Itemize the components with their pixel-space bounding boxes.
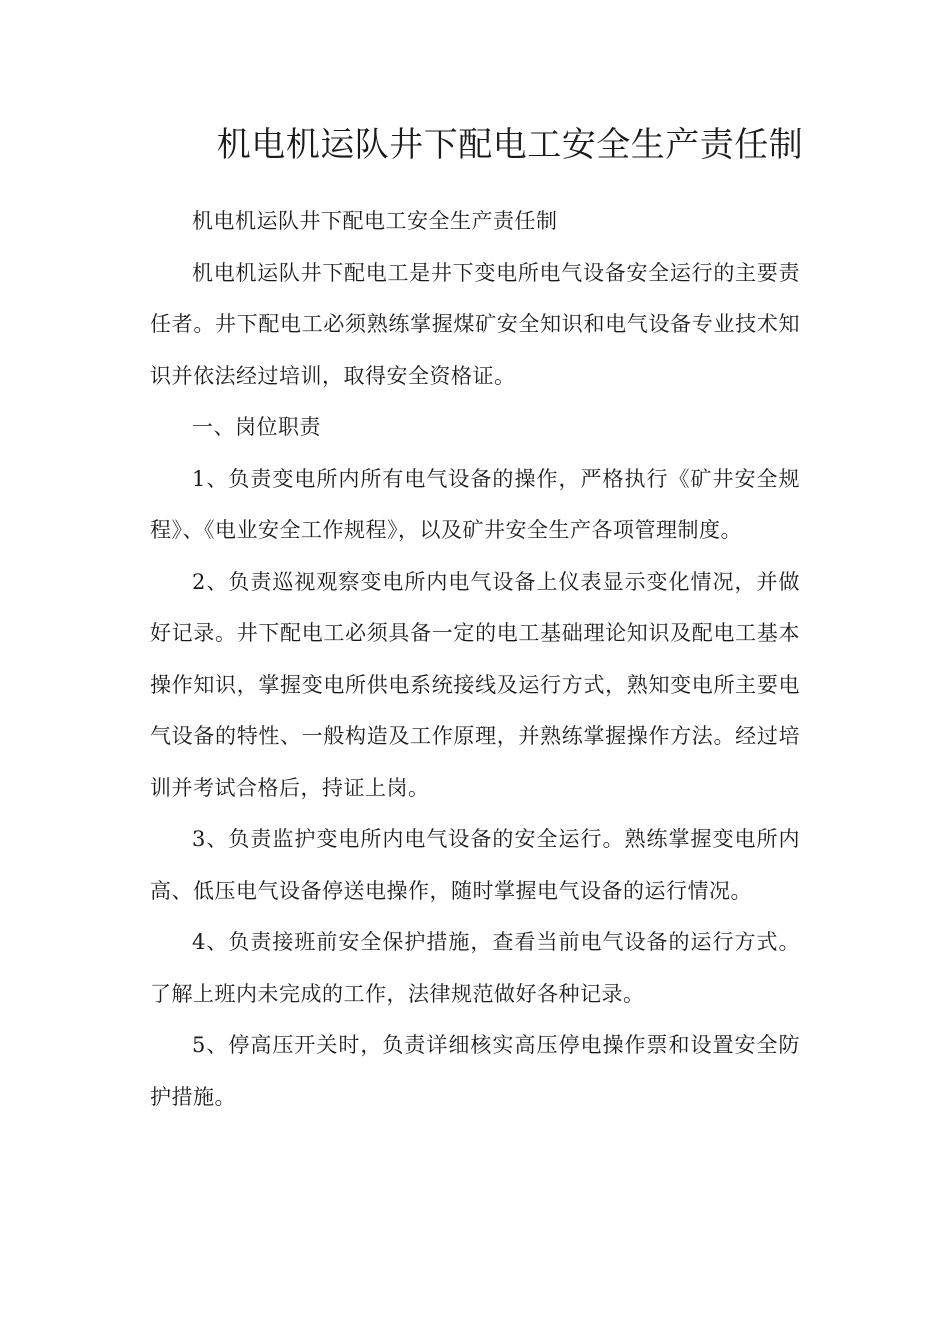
paragraph-item-3: 3、负责监护变电所内电气设备的安全运行。熟练掌握变电所内高、低压电气设备停送电操作，随时掌握电气设备的运行情况。 bbox=[150, 827, 800, 903]
document-title: 机电机运队井下配电工安全生产责任制 bbox=[216, 125, 804, 165]
paragraph-item-5: 5、停高压开关时，负责详细核实高压停电操作票和设置安全防护措施。 bbox=[150, 1033, 800, 1109]
paragraph-subtitle: 机电机运队井下配电工安全生产责任制 bbox=[192, 209, 558, 233]
section-heading-duties: 一、岗位职责 bbox=[192, 415, 321, 439]
document-body bbox=[150, 196, 800, 1123]
paragraph-item-1: 1、负责变电所内所有电气设备的操作，严格执行《矿井安全规程》、《电业安全工作规程》，以及矿井安全生产各项管理制度。 bbox=[150, 466, 800, 542]
paragraph-intro: 机电机运队井下配电工是井下变电所电气设备安全运行的主要责任者。井下配电工必须熟练掌握煤矿安全知识和电气设备专业技术知识并依法经过培训，取得安全资格证。 bbox=[150, 260, 800, 388]
paragraph-item-2: 2、负责巡视观察变电所内电气设备上仪表显示变化情况，并做好记录。井下配电工必须具备一定的电工基础理论知识及配电工基本操作知识，掌握变电所供电系统接线及运行方式，熟知变电所主要电气设备的特性、一般构造及工作原理，并熟练掌握操作方法。经过培训并考试合格后，持证上岗。 bbox=[150, 569, 800, 800]
paragraph-item-4: 4、负责接班前安全保护措施，查看当前电气设备的运行方式。了解上班内未完成的工作，法律规范做好各种记录。 bbox=[150, 930, 800, 1006]
